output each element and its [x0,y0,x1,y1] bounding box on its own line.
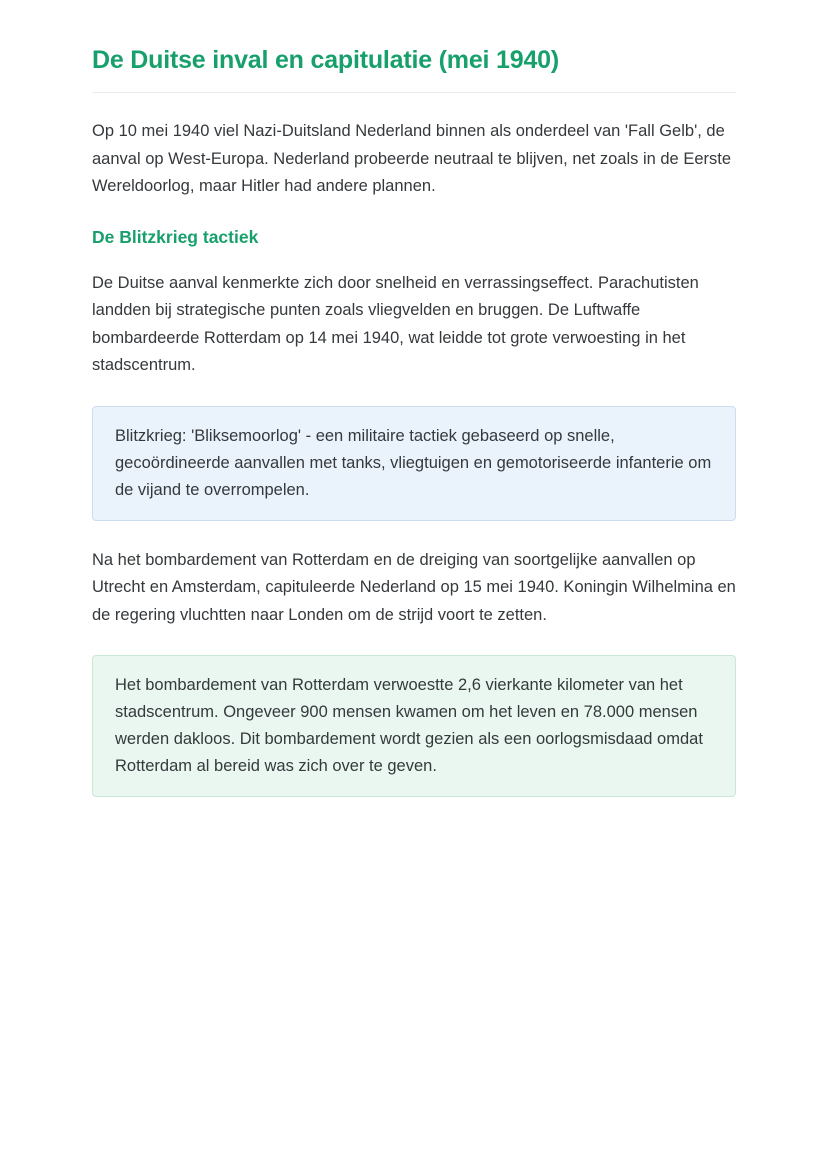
info-callout-blitzkrieg [92,406,736,521]
page-title: De Duitse inval en capitulatie (mei 1940) [92,46,559,74]
title-divider [92,92,736,93]
section-heading-blitzkrieg: De Blitzkrieg tactiek [92,226,259,247]
blitzkrieg-paragraph: De Duitse aanval kenmerkte zich door snelheid en verrassingseffect. Parachutisten landden bij strategische punten zoals vliegvelden en bruggen. De Luftwaffe bombardeerde Rotterdam op 14 mei 1940, wat leidde tot grote verwoesting in het stadscentrum. [92,273,699,374]
success-callout-text: Het bombardement van Rotterdam verwoestte 2,6 vierkante kilometer van het stadscentrum. Ongeveer 900 mensen kwamen om het leven en 78.000 mensen werden dakloos. Dit bombardement wordt gezien als een oorlogsmisdaad omdat Rotterdam al bereid was zich over te geven. [115,676,703,775]
intro-paragraph: Op 10 mei 1940 viel Nazi-Duitsland Nederland binnen als onderdeel van 'Fall Gelb', de aanval op West-Europa. Nederland probeerde neutraal te blijven, net zoals in de Eerste Wereldoorlog, maar Hitler had andere plannen. [92,122,732,195]
info-callout-text: Blitzkrieg: 'Bliksemoorlog' - een militaire tactiek gebaseerd op snelle, gecoördineerde aanvallen met tanks, vliegtuigen en gemotoriseerde infanterie om de vijand te overrompelen. [115,426,712,499]
capitulation-paragraph: Na het bombardement van Rotterdam en de dreiging van soortgelijke aanvallen op Utrecht en Amsterdam, capituleerde Nederland op 15 mei 1940. Koningin Wilhelmina en de regering vluchtten naar Londen om de strijd voort te zetten. [92,550,736,624]
success-callout-bombardement [92,655,736,797]
